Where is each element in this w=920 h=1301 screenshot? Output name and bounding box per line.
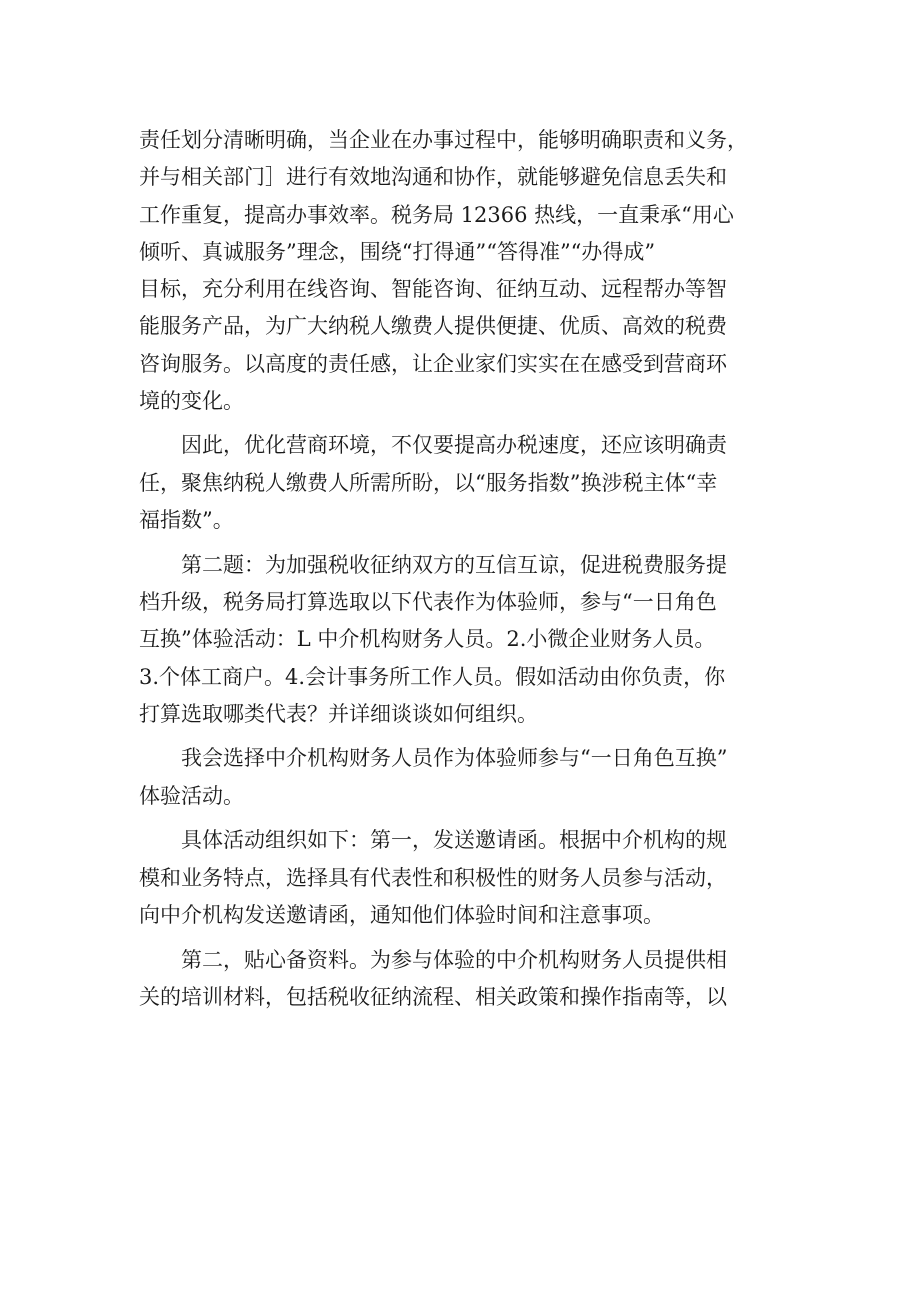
paragraph-question-two: 第二题：为加强税收征纳双方的互信互谅，促进税费服务提 档升级，税务局打算选取以下代表作为体验师，参与“一日角色 互换”体验活动：L 中介机构财务人员。2.小微企业财务人员。 3.个体工商户。4.会计事务所工作人员。假如活动由你负责，你 打算选取哪类代表？并详细谈谈如何组织。	[139, 552, 727, 727]
paragraph-step-one: 具体活动组织如下：第一，发送邀请函。根据中介机构的规 模和业务特点，选择具有代表性和积极性的财务人员参与活动， 向中介机构发送邀请函，通知他们体验时间和注意事项。	[139, 828, 727, 928]
paragraph-step-two: 第二，贴心备资料。为参与体验的中介机构财务人员提供相 关的培训材料，包括税收征纳流程、相关政策和操作指南等，以	[139, 947, 727, 1010]
document-body	[139, 122, 783, 1017]
paragraph-answer-choice: 我会选择中介机构财务人员作为体验师参与“一日角色互换” 体验活动。	[139, 746, 728, 808]
paragraph-conclusion: 因此，优化营商环境，不仅要提高办税速度，还应该明确责 任，聚焦纳税人缴费人所需所盼，以“服务指数”换涉税主体“幸 福指数”。	[139, 433, 727, 533]
paragraph-responsibility: 责任划分清晰明确，当企业在办事过程中，能够明确职责和义务， 并与相关部门］进行有效地沟通和协作，就能够避免信息丢失和 工作重复，提高办事效率。税务局 12366 热线，一直秉承“用心 倾听、真诚服务”理念，围绕“打得通”“答得准”“办得成” 目标，充分利用在线咨询、智能咨询、征纳互动、远程帮办等智 能服务产品，为广大纳税人缴费人提供便捷、优质、高效的税费 咨询服务。以高度的责任感，让企业家们实实在在感受到营商环 境的变化。	[139, 128, 748, 414]
